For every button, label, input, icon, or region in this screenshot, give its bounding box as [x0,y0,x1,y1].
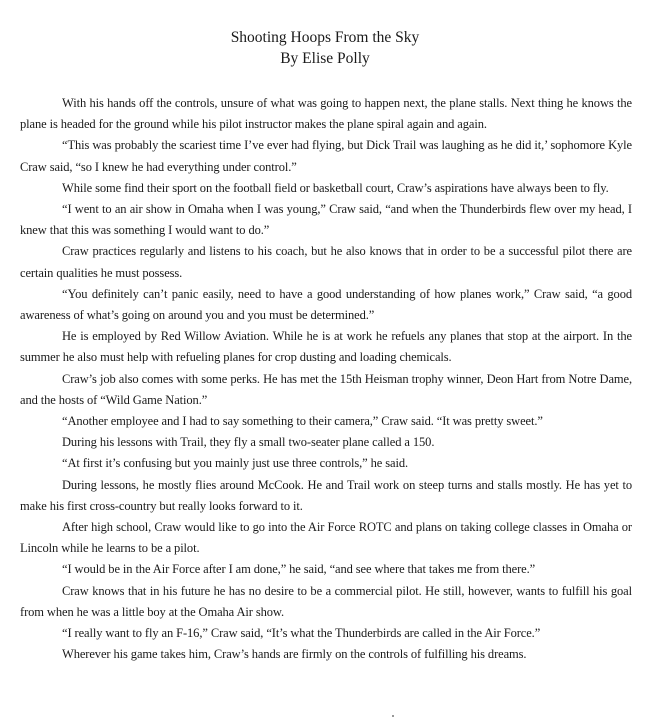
paragraph: “This was probably the scariest time I’ve ever had flying, but Dick Trail was laughing as he did it,’ sophomore Kyle Craw said, “so I knew he had everything under control.” [20,138,632,174]
paragraph: After high school, Craw would like to go into the Air Force ROTC and plans on taking college classes in Omaha or Lincoln while he learns to be a pilot. [20,520,632,556]
article-title: Shooting Hoops From the Sky [230,29,420,46]
scan-speck [392,715,394,717]
paragraph: Wherever his game takes him, Craw’s hands are firmly on the controls of fulfilling his dreams. [62,647,527,662]
title-block [0,27,650,69]
paragraph: “You definitely can’t panic easily, need to have a good understanding of how planes work,” Craw said, “a good awareness of what’s going on around you and you must be determined.” [20,286,632,323]
paragraph: During lessons, he mostly flies around McCook. He and Trail work on steep turns and stalls mostly. He has yet to make his first cross-country but really looks forward to it. [20,477,632,513]
paragraph: “Another employee and I had to say something to their camera,” Craw said. “It was pretty sweet.” [62,414,543,429]
paragraph: Craw’s job also comes with some perks. He has met the 15th Heisman trophy winner, Deon Hart from Notre Dame, and the hosts of “Wild Game Nation.” [20,371,632,407]
paragraph: He is employed by Red Willow Aviation. While he is at work he refuels any planes that stop at the airport. In the summer he also must help with refueling planes for crop dusting and loading chemicals. [20,329,632,365]
paragraph: “I really want to fly an F-16,” Craw said, “It’s what the Thunderbirds are called in the Air Force.” [62,626,541,641]
paragraph: With his hands off the controls, unsure of what was going to happen next, the plane stalls. Next thing he knows the plane is headed for the ground while his pilot instructor makes the plane spiral again and again. [20,96,632,132]
paragraph: During his lessons with Trail, they fly a small two-seater plane called a 150. [62,435,435,450]
paragraph: “I went to an air show in Omaha when I was young,” Craw said, “and when the Thunderbirds flew over my head, I knew that this was something I would want to do.” [20,202,632,238]
article-byline: By Elise Polly [280,50,370,67]
paragraph: Craw practices regularly and listens to his coach, but he also knows that in order to be a successful pilot there are certain qualities he must possess. [20,244,632,280]
paragraph: While some find their sport on the football field or basketball court, Craw’s aspirations have always been to fly. [62,180,609,195]
article-body [20,93,632,665]
paragraph: Craw knows that in his future he has no desire to be a commercial pilot. He still, however, wants to fulfill his goal from when he was a little boy at the Omaha Air show. [20,583,632,619]
paragraph: “I would be in the Air Force after I am done,” he said, “and see where that takes me from there.” [62,562,536,577]
paragraph: “At first it’s confusing but you mainly just use three controls,” he said. [62,456,409,471]
